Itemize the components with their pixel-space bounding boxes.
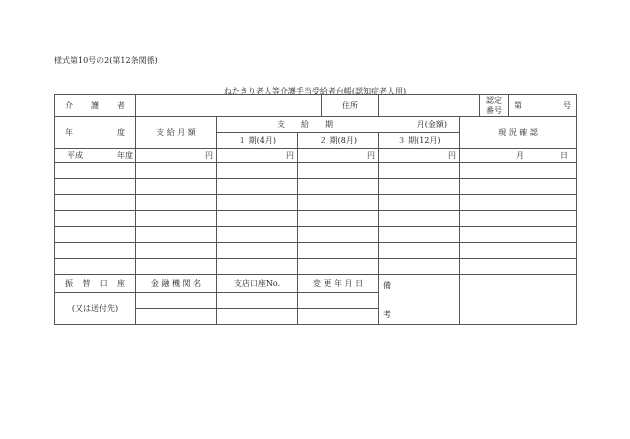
branch-account-label: 支店口座No. <box>217 275 298 293</box>
header-period-1: １ 期(4月) <box>217 133 298 149</box>
table-row <box>55 211 577 227</box>
first-row-monthly[interactable]: 円 <box>136 149 217 163</box>
first-row-period-2[interactable]: 円 <box>298 149 379 163</box>
table-row <box>55 163 577 179</box>
caregiver-value[interactable] <box>136 95 322 117</box>
month-label: 月 <box>516 151 525 160</box>
header-period-left: 支 給 期 <box>277 120 333 129</box>
remarks-label <box>379 275 460 325</box>
ledger-table <box>54 94 577 325</box>
branch-account-value-2[interactable] <box>217 309 298 325</box>
table-row <box>55 179 577 195</box>
transfer-account-label: 振 替 口 座 <box>55 275 136 293</box>
first-row-status[interactable] <box>460 149 577 163</box>
change-date-value[interactable] <box>298 293 379 309</box>
header-status-check: 現 況 確 認 <box>460 117 577 149</box>
first-row-period-3[interactable]: 円 <box>379 149 460 163</box>
header-year: 年 度 <box>55 117 136 149</box>
remarks-label-top: 備 <box>383 280 392 290</box>
institution-label: 金 融 機 関 名 <box>136 275 217 293</box>
institution-value[interactable] <box>136 293 217 309</box>
header-period-3: ３ 期(12月) <box>379 133 460 149</box>
form-number: 様式第10号の2(第12条関係) <box>54 56 158 65</box>
institution-value-2[interactable] <box>136 309 217 325</box>
change-date-value-2[interactable] <box>298 309 379 325</box>
remarks-label-bottom: 考 <box>383 309 392 319</box>
form-title: ねたきり老人等介護手当受給者台帳(認知症老人用) <box>223 87 407 96</box>
cert-number-label <box>480 95 509 117</box>
change-date-label: 変 更 年 月 日 <box>298 275 379 293</box>
header-period-2: ２ 期(8月) <box>298 133 379 149</box>
first-row-period-1[interactable]: 円 <box>217 149 298 163</box>
era-label: 平成 <box>67 151 83 160</box>
header-monthly-amount: 支 給 月 額 <box>136 117 217 149</box>
table-row <box>55 195 577 211</box>
table-row <box>55 259 577 275</box>
header-payment-period <box>217 117 460 133</box>
caregiver-label: 介 護 者 <box>55 95 136 117</box>
cert-number-dai: 第 <box>514 101 523 110</box>
branch-account-value[interactable] <box>217 293 298 309</box>
nendo-label: 年度 <box>117 151 133 160</box>
cert-number-go: 号 <box>563 101 572 110</box>
send-to-label: (又は送付先) <box>55 293 136 325</box>
cert-number-field[interactable] <box>509 95 577 117</box>
table-row <box>55 227 577 243</box>
cert-number-label-text: 認定番号 <box>486 95 503 115</box>
header-period-right: 月(金額) <box>416 120 448 129</box>
address-label: 住所 <box>322 95 379 117</box>
first-row-year[interactable] <box>55 149 136 163</box>
remarks-field[interactable] <box>460 275 577 325</box>
day-label: 日 <box>560 151 569 160</box>
table-row <box>55 243 577 259</box>
address-value[interactable] <box>379 95 480 117</box>
